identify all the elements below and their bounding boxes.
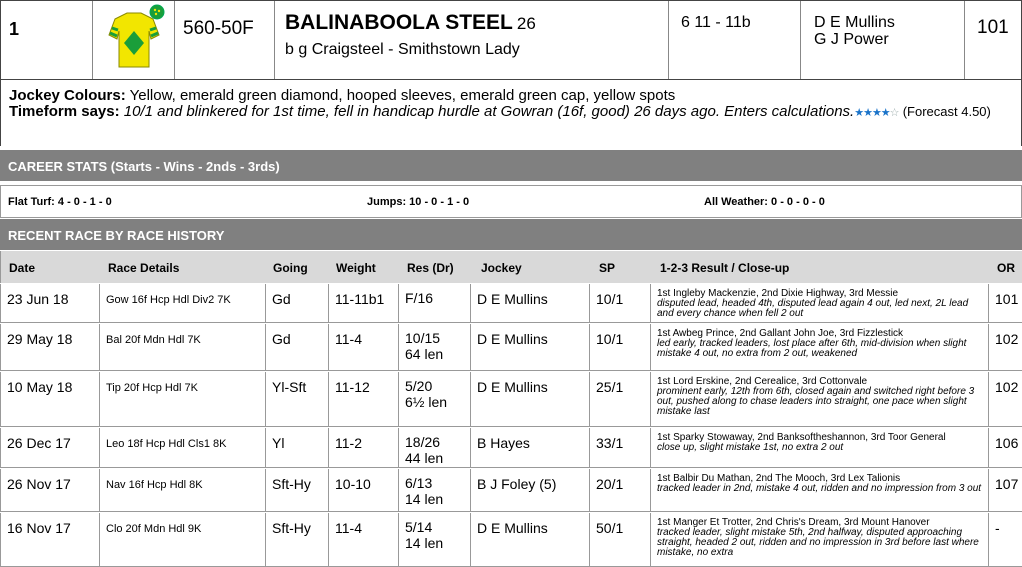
colours-label: Jockey Colours:: [9, 87, 126, 104]
col-date[interactable]: Date: [9, 261, 36, 275]
jockey-value: B Hayes: [477, 435, 530, 451]
race-value: Clo 20f Mdn Hdl 9K: [106, 523, 202, 535]
race-value: Leo 18f Hcp Hdl Cls1 8K: [106, 438, 227, 450]
weight-value: 11-4: [335, 331, 362, 347]
placings: 1st Manger Et Trotter, 2nd Chris's Dream, 3rd Mount Hanover: [657, 517, 930, 528]
cell-race: [100, 469, 266, 511]
race-value: Bal 20f Mdn Hdl 7K: [106, 334, 201, 346]
cell-date: [1, 428, 100, 467]
cell-jockey: [471, 324, 590, 370]
career-stats: [0, 185, 1022, 218]
cell-date: [1, 372, 100, 426]
cell-weight: [329, 284, 399, 322]
cell-or: [989, 372, 1022, 426]
date-value: 29 May 18: [7, 331, 73, 347]
close-up-comment: disputed lead, headed 4th, disputed lead again 4 out, led next, 2L lead and every chance when fell 2 out: [657, 298, 969, 319]
cell-jockey: [471, 513, 590, 566]
cell-result: [651, 513, 989, 566]
cell-res: [399, 513, 471, 566]
race-value: Tip 20f Hcp Hdl 7K: [106, 382, 198, 394]
runner-info: [0, 80, 1022, 146]
or-value: 101: [995, 291, 1019, 307]
col-going[interactable]: Going: [273, 261, 308, 275]
close-up-comment: tracked leader in 2nd, mistake 4 out, ridden and no impression from 3 out: [657, 483, 982, 494]
colours-text: Yellow, emerald green diamond, hooped sleeves, emerald green cap, yellow spots: [129, 87, 676, 104]
jockey-value: D E Mullins: [477, 379, 548, 395]
result-position: 5/20: [405, 378, 433, 394]
weight-value: 11-4: [335, 520, 362, 536]
cell-or: [989, 324, 1022, 370]
sp-value: 25/1: [596, 379, 624, 395]
cell-sp: [590, 284, 651, 322]
placings: 1st Ingleby Mackenzie, 2nd Dixie Highway, 3rd Messie: [657, 288, 899, 299]
result-position: 18/26: [405, 434, 441, 450]
table-row[interactable]: [0, 428, 1022, 468]
cell-date: [1, 324, 100, 370]
jockey-value: D E Mullins: [477, 331, 548, 347]
cell-result: [651, 372, 989, 426]
cell-going: [266, 469, 329, 511]
cell-res: [399, 428, 471, 467]
col-result[interactable]: Res (Dr): [407, 261, 454, 275]
timeform-label: Timeform says:: [9, 103, 120, 120]
weight-value: 11-12: [335, 379, 370, 395]
col-race-details[interactable]: Race Details: [108, 261, 180, 275]
jockey-value: D E Mullins: [477, 291, 548, 307]
cell-or: [989, 469, 1022, 511]
cell-jockey: [471, 428, 590, 467]
sp-value: 10/1: [596, 331, 624, 347]
or-value: 102: [995, 331, 1019, 347]
cell-sp: [590, 428, 651, 467]
cell-race: [100, 513, 266, 566]
cell-weight: [329, 324, 399, 370]
table-row[interactable]: [0, 372, 1022, 427]
career-stats-header: CAREER STATS (Starts - Wins - 2nds - 3rds): [0, 150, 1022, 181]
form-figures: 560-50F: [175, 1, 275, 79]
col-weight[interactable]: Weight: [336, 261, 376, 275]
forecast: (Forecast 4.50): [902, 104, 991, 119]
weight-value: 11-11b1: [335, 291, 385, 307]
close-up-comment: close up, slight mistake 1st, no extra 2 out: [657, 442, 844, 453]
cell-going: [266, 428, 329, 467]
jockey-name: G J Power: [814, 31, 889, 48]
col-close-up[interactable]: 1-2-3 Result / Close-up: [660, 261, 790, 275]
history-table-header: [0, 251, 1022, 283]
cell-weight: [329, 428, 399, 467]
flat-turf-stats: Flat Turf: 4 - 0 - 1 - 0: [8, 196, 112, 208]
horse-details: [275, 1, 669, 79]
cell-going: [266, 324, 329, 370]
close-up-comment: prominent early, 12th from 6th, closed again and switched right before 3 out, pushed along to chase leaders into straight, one pace when slight mistake last: [657, 386, 975, 417]
official-rating: 101: [965, 1, 1022, 79]
table-row[interactable]: [0, 324, 1022, 371]
weight-value: 11-2: [335, 435, 362, 451]
or-value: 106: [995, 435, 1019, 451]
horse-breeding: b g Craigsteel - Smithstown Lady: [285, 41, 520, 58]
runner-number: 1: [1, 1, 93, 79]
cell-going: [266, 284, 329, 322]
result-distance: 14 len: [405, 491, 444, 507]
cell-result: [651, 324, 989, 370]
date-value: 23 Jun 18: [7, 291, 69, 307]
table-row[interactable]: [0, 513, 1022, 567]
sp-value: 50/1: [596, 520, 624, 536]
horse-name[interactable]: BALINABOOLA STEEL: [285, 11, 513, 34]
col-jockey[interactable]: Jockey: [481, 261, 522, 275]
date-value: 16 Nov 17: [7, 520, 71, 536]
age-weight: 6 11 - 11b: [669, 1, 801, 79]
horse-age: 26: [516, 14, 536, 33]
jumps-stats: Jumps: 10 - 0 - 1 - 0: [367, 196, 470, 208]
placings: 1st Sparky Stowaway, 2nd Banksoftheshannon, 3rd Toor General: [657, 432, 946, 443]
star-rating-icon: ★★★★☆: [854, 107, 899, 119]
runner-header: [0, 0, 1022, 80]
date-value: 26 Dec 17: [7, 435, 71, 451]
sp-value: 33/1: [596, 435, 624, 451]
cell-sp: [590, 469, 651, 511]
cell-date: [1, 513, 100, 566]
cell-result: [651, 428, 989, 467]
all-weather-stats: All Weather: 0 - 0 - 0 - 0: [704, 196, 825, 208]
close-up-comment: tracked leader, slight mistake 5th, 2nd halfway, disputed approaching straight, headed 2 out, ridden and no impression in 3rd before last where mistake, no extra: [657, 527, 979, 558]
table-row[interactable]: [0, 469, 1022, 512]
cell-race: [100, 372, 266, 426]
cell-weight: [329, 469, 399, 511]
cell-going: [266, 513, 329, 566]
race-value: Nav 16f Hcp Hdl 8K: [106, 479, 203, 491]
cell-sp: [590, 513, 651, 566]
or-value: -: [995, 520, 1000, 536]
going-value: Sft-Hy: [272, 476, 311, 492]
col-sp[interactable]: SP: [599, 261, 616, 275]
cell-sp: [590, 324, 651, 370]
weight-value: 10-10: [335, 476, 371, 492]
cell-jockey: [471, 284, 590, 322]
cell-result: [651, 284, 989, 322]
jockey-value: B J Foley (5): [477, 476, 557, 492]
result-position: 6/13: [405, 475, 433, 491]
cell-weight: [329, 372, 399, 426]
cell-res: [399, 284, 471, 322]
date-value: 26 Nov 17: [7, 476, 71, 492]
cell-or: [989, 428, 1022, 467]
cell-weight: [329, 513, 399, 566]
col-or[interactable]: OR: [997, 261, 1015, 275]
cell-date: [1, 469, 100, 511]
result-distance: 64 len: [405, 346, 444, 362]
going-value: Gd: [272, 331, 291, 347]
or-value: 107: [995, 476, 1019, 492]
cell-race: [100, 428, 266, 467]
result-position: F/16: [405, 290, 434, 306]
result-distance: 44 len: [405, 450, 444, 466]
cell-sp: [590, 372, 651, 426]
trainer-name: D E Mullins: [814, 14, 895, 31]
sp-value: 10/1: [596, 291, 624, 307]
placings: 1st Balbir Du Mathan, 2nd The Mooch, 3rd Lex Talionis: [657, 473, 901, 484]
placings: 1st Lord Erskine, 2nd Cerealice, 3rd Cottonvale: [657, 376, 868, 387]
cell-jockey: [471, 372, 590, 426]
going-value: Sft-Hy: [272, 520, 311, 536]
going-value: Gd: [272, 291, 291, 307]
date-value: 10 May 18: [7, 379, 73, 395]
cell-race: [100, 284, 266, 322]
cell-result: [651, 469, 989, 511]
table-row[interactable]: [0, 284, 1022, 323]
going-value: Yl: [272, 435, 285, 451]
timeform-text: 10/1 and blinkered for 1st time, fell in handicap hurdle at Gowran (16f, good) 26 days ago. Enters calculations.: [123, 103, 855, 120]
cell-going: [266, 372, 329, 426]
placings: 1st Awbeg Prince, 2nd Gallant John Joe, 3rd Fizzlestick: [657, 328, 904, 339]
jockey-value: D E Mullins: [477, 520, 548, 536]
or-value: 102: [995, 379, 1019, 395]
cell-res: [399, 372, 471, 426]
result-position: 10/15: [405, 330, 441, 346]
cell-res: [399, 469, 471, 511]
sp-value: 20/1: [596, 476, 624, 492]
cell-or: [989, 284, 1022, 322]
result-position: 5/14: [405, 519, 433, 535]
going-value: Yl-Sft: [272, 379, 307, 395]
cell-res: [399, 324, 471, 370]
jockey-silks-icon: [93, 1, 175, 79]
result-distance: 14 len: [405, 535, 444, 551]
cell-or: [989, 513, 1022, 566]
race-value: Gow 16f Hcp Hdl Div2 7K: [106, 294, 231, 306]
result-distance: 6½ len: [405, 394, 448, 410]
race-history-header: RECENT RACE BY RACE HISTORY: [0, 219, 1022, 250]
cell-jockey: [471, 469, 590, 511]
cell-race: [100, 324, 266, 370]
trainer-jockey: [801, 1, 965, 79]
cell-date: [1, 284, 100, 322]
close-up-comment: led early, tracked leaders, lost place after 6th, mid-division when slight mistake 4 out, no extra from 2 out, weakened: [657, 338, 967, 359]
